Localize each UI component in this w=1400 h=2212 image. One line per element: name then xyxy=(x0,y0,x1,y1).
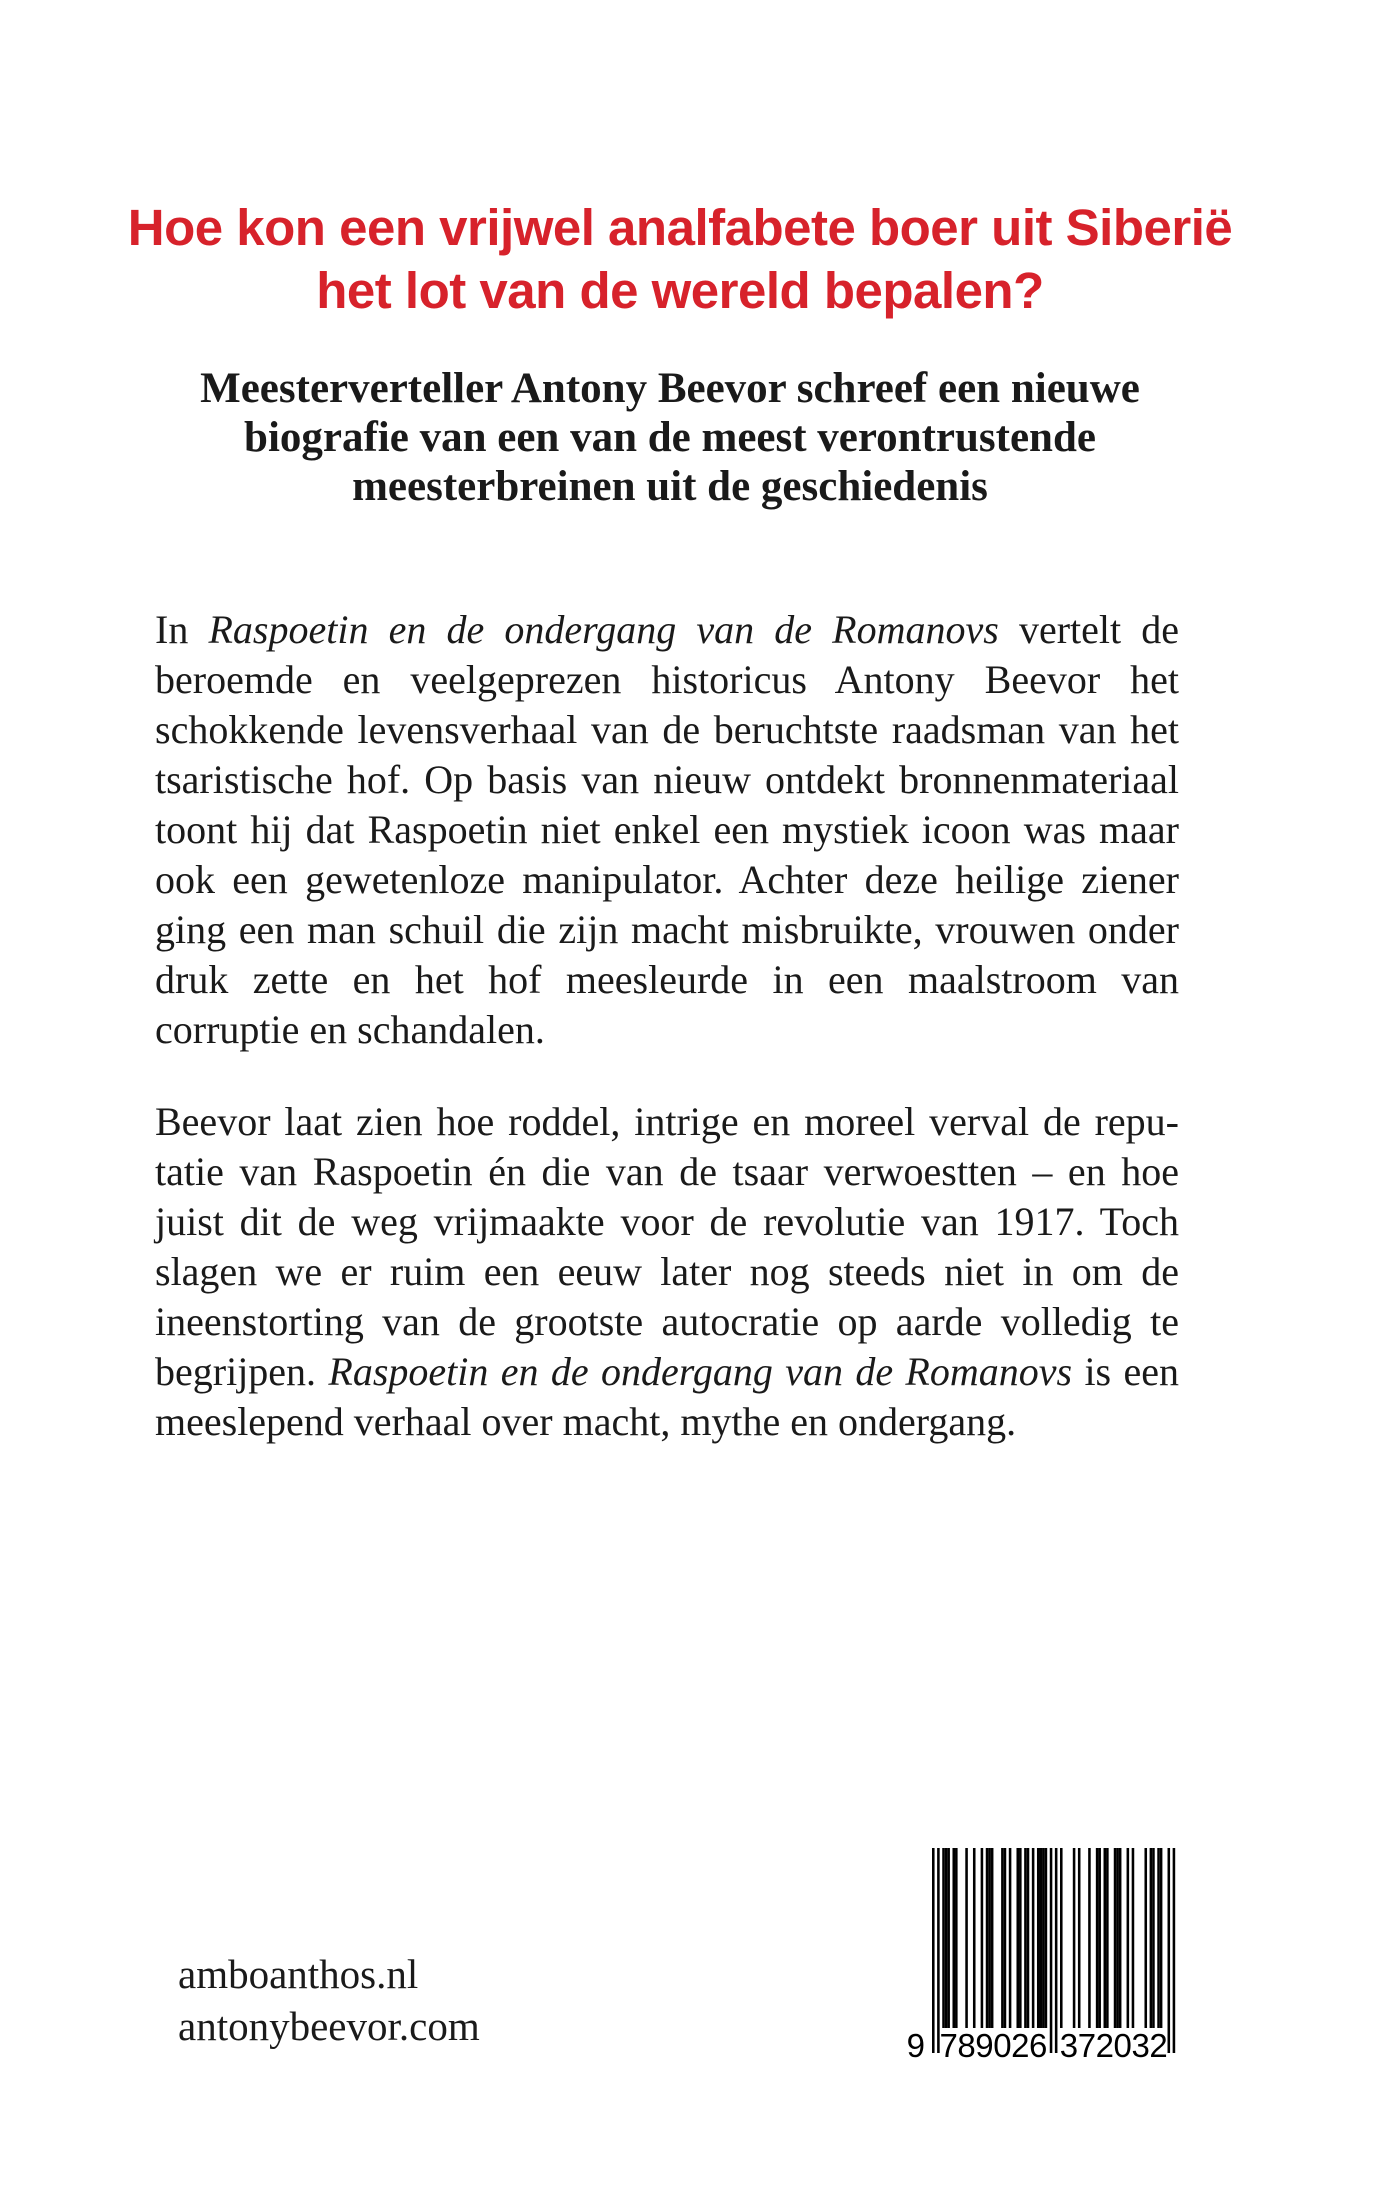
subheadline-line-1: Meesterverteller Antony Beevor schreef een nieuwe xyxy=(200,365,1140,412)
author-url: antonybeevor.com xyxy=(178,2003,480,2049)
blurb-paragraph-2: Beevor laat zien hoe roddel, intrige en moreel verval de reputatie van Raspoetin én die van de tsaar verwoestten – en hoe juist dit de weg vrijmaakte voor de revolutie van 1917. Toch slagen we er ruim een eeuw later nog steeds niet in om de ineenstorting van de grootste autocratie op aarde volledig te begrijpen. Raspoetin en de ondergang van de Romanovs is een meeslepend verhaal over macht, mythe en ondergang. xyxy=(155,1099,1179,1444)
publisher-url: amboanthos.nl xyxy=(178,1951,419,1997)
svg-text:8: 8 xyxy=(957,2027,976,2062)
headline-line-2: het lot van de wereld bepalen? xyxy=(316,262,1044,319)
svg-text:3: 3 xyxy=(1131,2027,1150,2062)
svg-text:2: 2 xyxy=(1011,2027,1030,2062)
svg-text:0: 0 xyxy=(1113,2027,1132,2062)
subheadline-line-2: biografie van een van de meest verontrustende xyxy=(244,414,1096,461)
svg-text:7: 7 xyxy=(939,2027,958,2062)
blurb-paragraph-1: In Raspoetin en de ondergang van de Romanovs vertelt de beroemde en veelgeprezen historicus Antony Beevor het schokkende levensverhaal van de beruchtste raadsman van het tsaristische hof. Op basis van nieuw ontdekt bronnenmateriaal toont hij dat Raspoetin niet enkel een mystiek icoon was maar ook een gewetenloze manipulator. Achter deze heilige ziener ging een man schuil die zijn macht misbruikte, vrouwen onder druk zette en het hof meesleurde in een maalstroom van corruptie en schandalen. xyxy=(155,607,1179,1052)
subheadline xyxy=(140,364,1200,511)
footer-links xyxy=(178,1948,480,2052)
svg-text:7: 7 xyxy=(1077,2027,1097,2062)
headline xyxy=(90,196,1270,322)
svg-text:2: 2 xyxy=(1095,2027,1114,2062)
subheadline-line-3: meesterbreinen uit de geschiedenis xyxy=(352,463,988,510)
svg-text:6: 6 xyxy=(1029,2027,1048,2062)
svg-text:9: 9 xyxy=(906,2027,925,2062)
ean13-barcode xyxy=(905,1848,1189,2062)
blurb-text xyxy=(155,605,1179,1447)
svg-text:0: 0 xyxy=(993,2027,1012,2062)
svg-text:9: 9 xyxy=(975,2027,994,2062)
svg-text:2: 2 xyxy=(1149,2027,1168,2062)
headline-line-1: Hoe kon een vrijwel analfabete boer uit Siberië xyxy=(127,199,1233,256)
svg-text:3: 3 xyxy=(1059,2027,1079,2062)
barcode xyxy=(905,1848,1189,2067)
